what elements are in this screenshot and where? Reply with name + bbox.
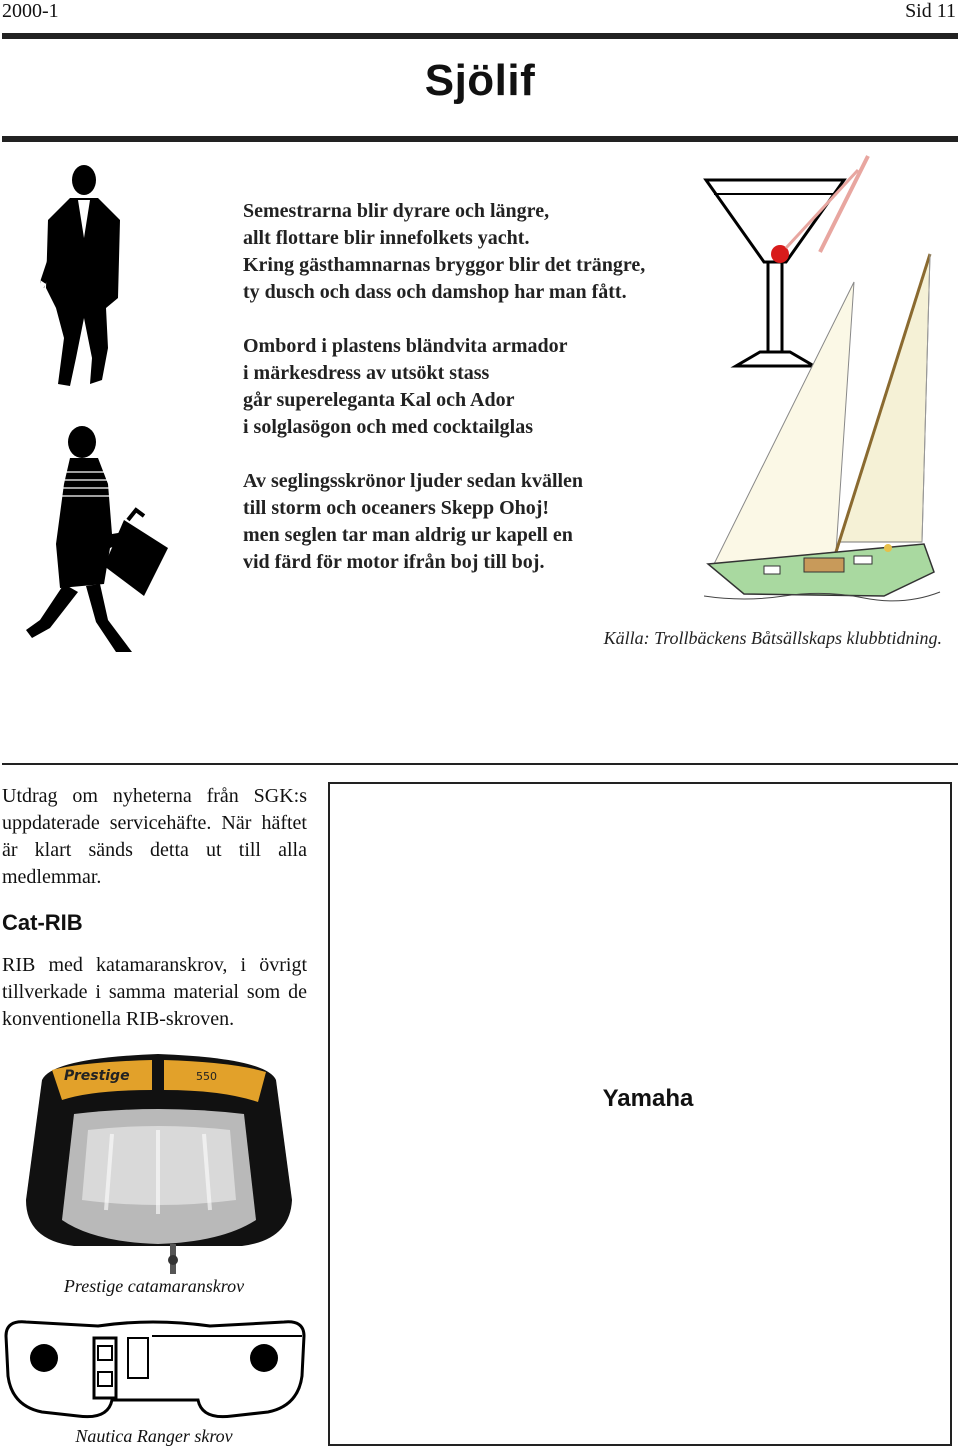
section-heading: Cat-RIB [2,910,83,935]
issue-number: 2000-1 [2,0,59,22]
gentleman-silhouette-illustration [36,158,128,390]
prestige-boat-photo [22,1050,294,1280]
poem-stanza-3 [243,468,713,576]
nautica-caption: Nautica Ranger skrov [75,1426,233,1446]
sailboat-illustration [704,252,944,604]
poem-line: i märkesdress av utsökt stass [243,362,490,384]
poem-line: ty dusch och dass och damshop har man fått. [243,281,627,303]
boat-model-label: 550 [196,1070,217,1083]
poem-stanza-1 [243,198,713,306]
poem-line: Semestrarna blir dyrare och längre, [243,200,550,222]
source-credit: Källa: Trollbäckens Båtsällskaps klubbtidning. [603,628,942,648]
poem-stanza-2 [243,333,713,441]
title-rule [2,136,958,142]
poem-line: går supereleganta Kal och Ador [243,389,515,411]
yamaha-image-box [328,782,952,1446]
intro-paragraph: Utdrag om nyheterna från SGK:s uppdaterade servicehäfte. När häftet är klart sänds detta ut till alla medlemmar. [2,785,307,888]
page-title: Sjölif [424,56,536,105]
section-body: RIB med katamaranskrov, i övrigt tillverkade i samma material som de konventionella RIB-skroven. [2,954,307,1030]
poem-line: Kring gästhamnarnas bryggor blir det trängre, [243,254,646,276]
boat-brand-label: Prestige [64,1068,130,1084]
section-rule [2,763,958,765]
poem-line: Ombord i plastens bländvita armador [243,335,568,357]
poem [243,198,713,603]
nautica-hull-diagram [2,1316,308,1426]
top-rule [2,33,958,39]
poem-line: vid färd för motor ifrån boj till boj. [243,551,545,573]
yamaha-label: Yamaha [602,1085,694,1112]
poem-line: allt flottare blir innefolkets yacht. [243,227,530,249]
page-number: Sid 11 [905,0,956,22]
poem-line: men seglen tar man aldrig ur kapell en [243,524,573,546]
businesswoman-silhouette-illustration [20,424,170,656]
poem-line: i solglasögon och med cocktailglas [243,416,534,438]
prestige-caption: Prestige catamaranskrov [63,1276,245,1296]
poem-line: till storm och oceaners Skepp Ohoj! [243,497,550,519]
poem-line: Av seglingsskrönor ljuder sedan kvällen [243,470,584,492]
